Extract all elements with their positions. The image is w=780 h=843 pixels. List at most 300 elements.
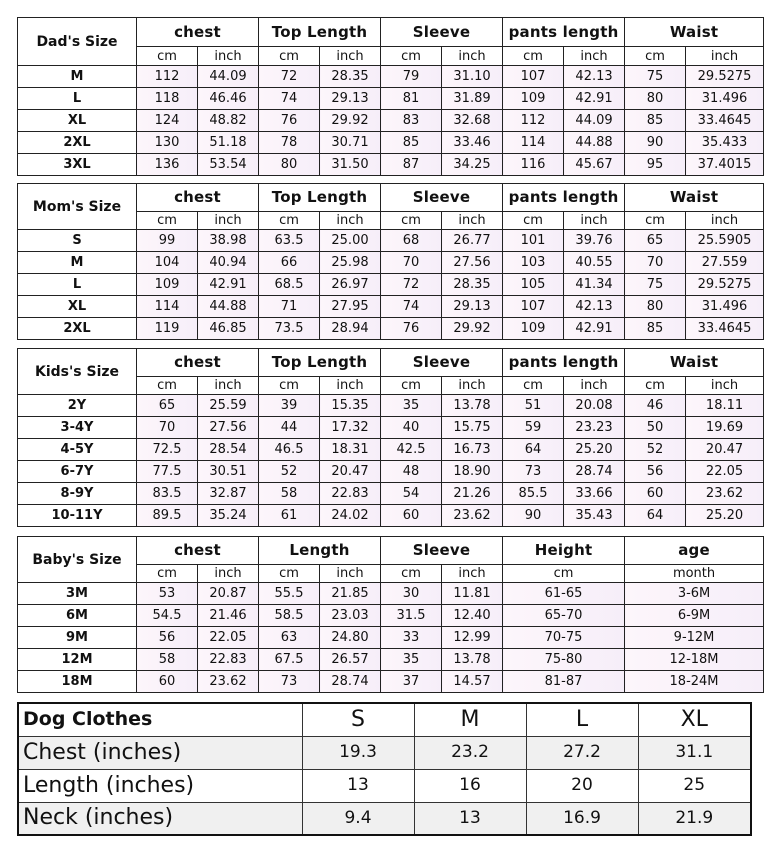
dog-value-cell: 23.2 (414, 736, 526, 769)
value-cell: 39.76 (564, 230, 625, 252)
value-cell: 24.02 (320, 505, 381, 527)
unit-label: inch (442, 47, 503, 66)
value-cell: 31.496 (686, 296, 764, 318)
value-cell: 11.81 (442, 583, 503, 605)
size-label: 2XL (18, 318, 137, 340)
value-cell: 18.31 (320, 439, 381, 461)
value-cell: 24.80 (320, 627, 381, 649)
unit-label: inch (564, 212, 625, 230)
value-cell: 40 (381, 417, 442, 439)
kids-size-table (17, 348, 764, 527)
unit-label: cm (259, 565, 320, 583)
column-group-header: Waist (625, 184, 764, 212)
value-cell: 35.43 (564, 505, 625, 527)
value-cell: 23.62 (442, 505, 503, 527)
value-cell: 46 (625, 395, 686, 417)
value-cell: 42.91 (564, 88, 625, 110)
size-label: 12M (18, 649, 137, 671)
value-cell: 17.32 (320, 417, 381, 439)
dog-size-header: M (414, 703, 526, 736)
table-row (18, 439, 764, 461)
value-cell: 39 (259, 395, 320, 417)
unit-label: cm (137, 565, 198, 583)
unit-label: month (625, 565, 764, 583)
dog-value-cell: 19.3 (302, 736, 414, 769)
column-group-header: Waist (625, 18, 764, 47)
value-cell: 30 (381, 583, 442, 605)
column-group-header: chest (137, 184, 259, 212)
value-cell: 35 (381, 395, 442, 417)
value-cell: 29.5275 (686, 66, 764, 88)
unit-label: cm (137, 212, 198, 230)
column-group-header: Sleeve (381, 537, 503, 565)
table-row (18, 583, 764, 605)
table-row (18, 296, 764, 318)
value-cell: 78 (259, 132, 320, 154)
value-cell: 136 (137, 154, 198, 176)
dog-value-cell: 25 (638, 769, 751, 802)
unit-label: inch (320, 565, 381, 583)
value-cell: 27.56 (198, 417, 259, 439)
value-cell: 109 (137, 274, 198, 296)
table-row (18, 627, 764, 649)
value-cell: 99 (137, 230, 198, 252)
value-cell: 22.05 (198, 627, 259, 649)
value-cell: 42.13 (564, 296, 625, 318)
size-label: 3M (18, 583, 137, 605)
value-cell: 25.20 (686, 505, 764, 527)
value-cell: 14.57 (442, 671, 503, 693)
value-cell: 79 (381, 66, 442, 88)
dog-header-row (18, 703, 751, 736)
value-cell: 25.5905 (686, 230, 764, 252)
table-row (18, 230, 764, 252)
value-cell: 28.35 (442, 274, 503, 296)
value-cell: 25.00 (320, 230, 381, 252)
unit-label: inch (564, 377, 625, 395)
value-cell: 65 (625, 230, 686, 252)
value-cell: 22.83 (198, 649, 259, 671)
unit-label: cm (381, 212, 442, 230)
table-row (18, 66, 764, 88)
dog-row (18, 736, 751, 769)
value-cell: 95 (625, 154, 686, 176)
value-cell: 90 (625, 132, 686, 154)
column-group-header: Waist (625, 349, 764, 377)
column-group-header: pants length (503, 184, 625, 212)
table-row (18, 483, 764, 505)
dog-value-cell: 13 (414, 802, 526, 835)
value-cell: 31.89 (442, 88, 503, 110)
value-cell: 130 (137, 132, 198, 154)
value-cell: 70 (137, 417, 198, 439)
value-cell: 68.5 (259, 274, 320, 296)
dog-value-cell: 21.9 (638, 802, 751, 835)
value-cell: 104 (137, 252, 198, 274)
value-cell: 31.5 (381, 605, 442, 627)
dog-value-cell: 13 (302, 769, 414, 802)
value-cell: 65-70 (503, 605, 625, 627)
value-cell: 9-12M (625, 627, 764, 649)
value-cell: 54 (381, 483, 442, 505)
unit-label: inch (198, 212, 259, 230)
value-cell: 114 (137, 296, 198, 318)
value-cell: 58.5 (259, 605, 320, 627)
unit-label: inch (198, 377, 259, 395)
value-cell: 74 (381, 296, 442, 318)
value-cell: 31.50 (320, 154, 381, 176)
unit-label: cm (625, 377, 686, 395)
unit-label: cm (625, 47, 686, 66)
value-cell: 61 (259, 505, 320, 527)
value-cell: 26.77 (442, 230, 503, 252)
value-cell: 52 (259, 461, 320, 483)
size-label: 2XL (18, 132, 137, 154)
value-cell: 71 (259, 296, 320, 318)
value-cell: 114 (503, 132, 564, 154)
value-cell: 25.59 (198, 395, 259, 417)
baby-size-table (17, 536, 764, 693)
value-cell: 34.25 (442, 154, 503, 176)
unit-label: cm (259, 47, 320, 66)
size-label: 18M (18, 671, 137, 693)
size-label: 6M (18, 605, 137, 627)
mom-size-table (17, 183, 764, 340)
value-cell: 12.40 (442, 605, 503, 627)
column-group-header: pants length (503, 349, 625, 377)
value-cell: 56 (625, 461, 686, 483)
value-cell: 85 (625, 110, 686, 132)
value-cell: 12.99 (442, 627, 503, 649)
value-cell: 44.09 (198, 66, 259, 88)
size-label: 10-11Y (18, 505, 137, 527)
value-cell: 48 (381, 461, 442, 483)
unit-label: cm (381, 47, 442, 66)
value-cell: 28.94 (320, 318, 381, 340)
dog-value-cell: 20 (526, 769, 638, 802)
value-cell: 52 (625, 439, 686, 461)
value-cell: 33.4645 (686, 110, 764, 132)
value-cell: 37.4015 (686, 154, 764, 176)
value-cell: 42.91 (564, 318, 625, 340)
value-cell: 33.66 (564, 483, 625, 505)
value-cell: 83 (381, 110, 442, 132)
table-row (18, 671, 764, 693)
value-cell: 33.4645 (686, 318, 764, 340)
value-cell: 46.85 (198, 318, 259, 340)
value-cell: 23.03 (320, 605, 381, 627)
value-cell: 72.5 (137, 439, 198, 461)
value-cell: 21.26 (442, 483, 503, 505)
size-label: 8-9Y (18, 483, 137, 505)
size-label: 4-5Y (18, 439, 137, 461)
value-cell: 12-18M (625, 649, 764, 671)
unit-label: inch (442, 212, 503, 230)
value-cell: 89.5 (137, 505, 198, 527)
value-cell: 72 (381, 274, 442, 296)
value-cell: 60 (625, 483, 686, 505)
column-group-header: Top Length (259, 18, 381, 47)
value-cell: 25.20 (564, 439, 625, 461)
value-cell: 42.91 (198, 274, 259, 296)
unit-label: cm (259, 377, 320, 395)
value-cell: 3-6M (625, 583, 764, 605)
value-cell: 30.71 (320, 132, 381, 154)
value-cell: 112 (137, 66, 198, 88)
value-cell: 55.5 (259, 583, 320, 605)
table-row (18, 274, 764, 296)
value-cell: 15.35 (320, 395, 381, 417)
value-cell: 81-87 (503, 671, 625, 693)
value-cell: 103 (503, 252, 564, 274)
unit-label: cm (503, 377, 564, 395)
column-group-header: Height (503, 537, 625, 565)
value-cell: 23.62 (686, 483, 764, 505)
value-cell: 35.433 (686, 132, 764, 154)
table-title: Kids's Size (18, 349, 137, 395)
value-cell: 76 (259, 110, 320, 132)
value-cell: 64 (625, 505, 686, 527)
size-label: S (18, 230, 137, 252)
unit-label: inch (564, 47, 625, 66)
value-cell: 21.46 (198, 605, 259, 627)
dog-value-cell: 16.9 (526, 802, 638, 835)
value-cell: 107 (503, 66, 564, 88)
value-cell: 68 (381, 230, 442, 252)
value-cell: 46.46 (198, 88, 259, 110)
size-label: L (18, 274, 137, 296)
table-title: Baby's Size (18, 537, 137, 583)
value-cell: 28.74 (564, 461, 625, 483)
value-cell: 59 (503, 417, 564, 439)
unit-label: inch (442, 565, 503, 583)
unit-label: cm (503, 565, 625, 583)
unit-label: cm (259, 212, 320, 230)
value-cell: 20.47 (686, 439, 764, 461)
value-cell: 83.5 (137, 483, 198, 505)
value-cell: 50 (625, 417, 686, 439)
value-cell: 27.559 (686, 252, 764, 274)
value-cell: 18.11 (686, 395, 764, 417)
dog-title: Dog Clothes (18, 703, 302, 736)
value-cell: 76 (381, 318, 442, 340)
dog-size-header: L (526, 703, 638, 736)
value-cell: 53 (137, 583, 198, 605)
value-cell: 28.54 (198, 439, 259, 461)
value-cell: 77.5 (137, 461, 198, 483)
value-cell: 45.67 (564, 154, 625, 176)
value-cell: 22.83 (320, 483, 381, 505)
value-cell: 22.05 (686, 461, 764, 483)
value-cell: 60 (381, 505, 442, 527)
value-cell: 26.57 (320, 649, 381, 671)
column-group-header: Sleeve (381, 18, 503, 47)
value-cell: 29.13 (442, 296, 503, 318)
column-group-header: Sleeve (381, 184, 503, 212)
value-cell: 33 (381, 627, 442, 649)
table-row (18, 110, 764, 132)
value-cell: 67.5 (259, 649, 320, 671)
size-label: 3-4Y (18, 417, 137, 439)
unit-label: inch (686, 212, 764, 230)
value-cell: 25.98 (320, 252, 381, 274)
value-cell: 74 (259, 88, 320, 110)
value-cell: 32.68 (442, 110, 503, 132)
value-cell: 31.496 (686, 88, 764, 110)
value-cell: 13.78 (442, 395, 503, 417)
value-cell: 37 (381, 671, 442, 693)
value-cell: 70 (625, 252, 686, 274)
size-label: 9M (18, 627, 137, 649)
value-cell: 73 (503, 461, 564, 483)
value-cell: 28.35 (320, 66, 381, 88)
value-cell: 58 (137, 649, 198, 671)
column-group-header: age (625, 537, 764, 565)
dog-size-header: S (302, 703, 414, 736)
header-row (18, 184, 764, 212)
unit-label: cm (625, 212, 686, 230)
value-cell: 20.08 (564, 395, 625, 417)
value-cell: 70-75 (503, 627, 625, 649)
unit-label: inch (442, 377, 503, 395)
column-group-header: Length (259, 537, 381, 565)
value-cell: 26.97 (320, 274, 381, 296)
unit-label: cm (381, 565, 442, 583)
value-cell: 29.92 (442, 318, 503, 340)
dog-clothes-table (17, 702, 752, 836)
value-cell: 30.51 (198, 461, 259, 483)
dog-value-cell: 16 (414, 769, 526, 802)
unit-label: cm (137, 377, 198, 395)
unit-label: inch (198, 565, 259, 583)
value-cell: 51 (503, 395, 564, 417)
header-row (18, 18, 764, 47)
table-row (18, 417, 764, 439)
value-cell: 118 (137, 88, 198, 110)
unit-label: inch (686, 47, 764, 66)
value-cell: 20.87 (198, 583, 259, 605)
value-cell: 16.73 (442, 439, 503, 461)
value-cell: 15.75 (442, 417, 503, 439)
value-cell: 41.34 (564, 274, 625, 296)
value-cell: 32.87 (198, 483, 259, 505)
value-cell: 48.82 (198, 110, 259, 132)
value-cell: 42.13 (564, 66, 625, 88)
value-cell: 80 (625, 88, 686, 110)
value-cell: 44.09 (564, 110, 625, 132)
dog-size-header: XL (638, 703, 751, 736)
table-row (18, 461, 764, 483)
value-cell: 101 (503, 230, 564, 252)
dog-value-cell: 31.1 (638, 736, 751, 769)
size-label: XL (18, 296, 137, 318)
value-cell: 66 (259, 252, 320, 274)
value-cell: 119 (137, 318, 198, 340)
table-row (18, 395, 764, 417)
value-cell: 21.85 (320, 583, 381, 605)
value-cell: 80 (625, 296, 686, 318)
value-cell: 81 (381, 88, 442, 110)
unit-label: inch (320, 377, 381, 395)
value-cell: 85.5 (503, 483, 564, 505)
value-cell: 56 (137, 627, 198, 649)
value-cell: 54.5 (137, 605, 198, 627)
value-cell: 109 (503, 318, 564, 340)
value-cell: 87 (381, 154, 442, 176)
column-group-header: Top Length (259, 349, 381, 377)
table-title: Mom's Size (18, 184, 137, 230)
size-label: XL (18, 110, 137, 132)
value-cell: 124 (137, 110, 198, 132)
size-label: 2Y (18, 395, 137, 417)
value-cell: 44 (259, 417, 320, 439)
value-cell: 18.90 (442, 461, 503, 483)
dog-measure-label: Chest (inches) (18, 736, 302, 769)
value-cell: 27.56 (442, 252, 503, 274)
value-cell: 107 (503, 296, 564, 318)
table-row (18, 505, 764, 527)
table-row (18, 318, 764, 340)
dog-value-cell: 9.4 (302, 802, 414, 835)
column-group-header: chest (137, 18, 259, 47)
value-cell: 80 (259, 154, 320, 176)
value-cell: 65 (137, 395, 198, 417)
value-cell: 31.10 (442, 66, 503, 88)
value-cell: 105 (503, 274, 564, 296)
unit-label: inch (198, 47, 259, 66)
value-cell: 53.54 (198, 154, 259, 176)
value-cell: 60 (137, 671, 198, 693)
value-cell: 27.95 (320, 296, 381, 318)
size-label: 3XL (18, 154, 137, 176)
dog-row (18, 769, 751, 802)
table-row (18, 605, 764, 627)
value-cell: 90 (503, 505, 564, 527)
value-cell: 75-80 (503, 649, 625, 671)
header-row (18, 537, 764, 565)
value-cell: 112 (503, 110, 564, 132)
value-cell: 40.55 (564, 252, 625, 274)
value-cell: 28.74 (320, 671, 381, 693)
dog-measure-label: Neck (inches) (18, 802, 302, 835)
dad-size-table (17, 17, 764, 176)
value-cell: 63 (259, 627, 320, 649)
value-cell: 70 (381, 252, 442, 274)
value-cell: 35 (381, 649, 442, 671)
value-cell: 51.18 (198, 132, 259, 154)
value-cell: 35.24 (198, 505, 259, 527)
value-cell: 13.78 (442, 649, 503, 671)
value-cell: 58 (259, 483, 320, 505)
column-group-header: chest (137, 349, 259, 377)
unit-label: inch (320, 47, 381, 66)
value-cell: 85 (625, 318, 686, 340)
column-group-header: Sleeve (381, 349, 503, 377)
unit-label: cm (503, 212, 564, 230)
value-cell: 29.5275 (686, 274, 764, 296)
value-cell: 38.98 (198, 230, 259, 252)
value-cell: 63.5 (259, 230, 320, 252)
value-cell: 6-9M (625, 605, 764, 627)
unit-label: inch (320, 212, 381, 230)
column-group-header: chest (137, 537, 259, 565)
table-row (18, 154, 764, 176)
value-cell: 40.94 (198, 252, 259, 274)
column-group-header: pants length (503, 18, 625, 47)
value-cell: 64 (503, 439, 564, 461)
value-cell: 23.23 (564, 417, 625, 439)
value-cell: 85 (381, 132, 442, 154)
